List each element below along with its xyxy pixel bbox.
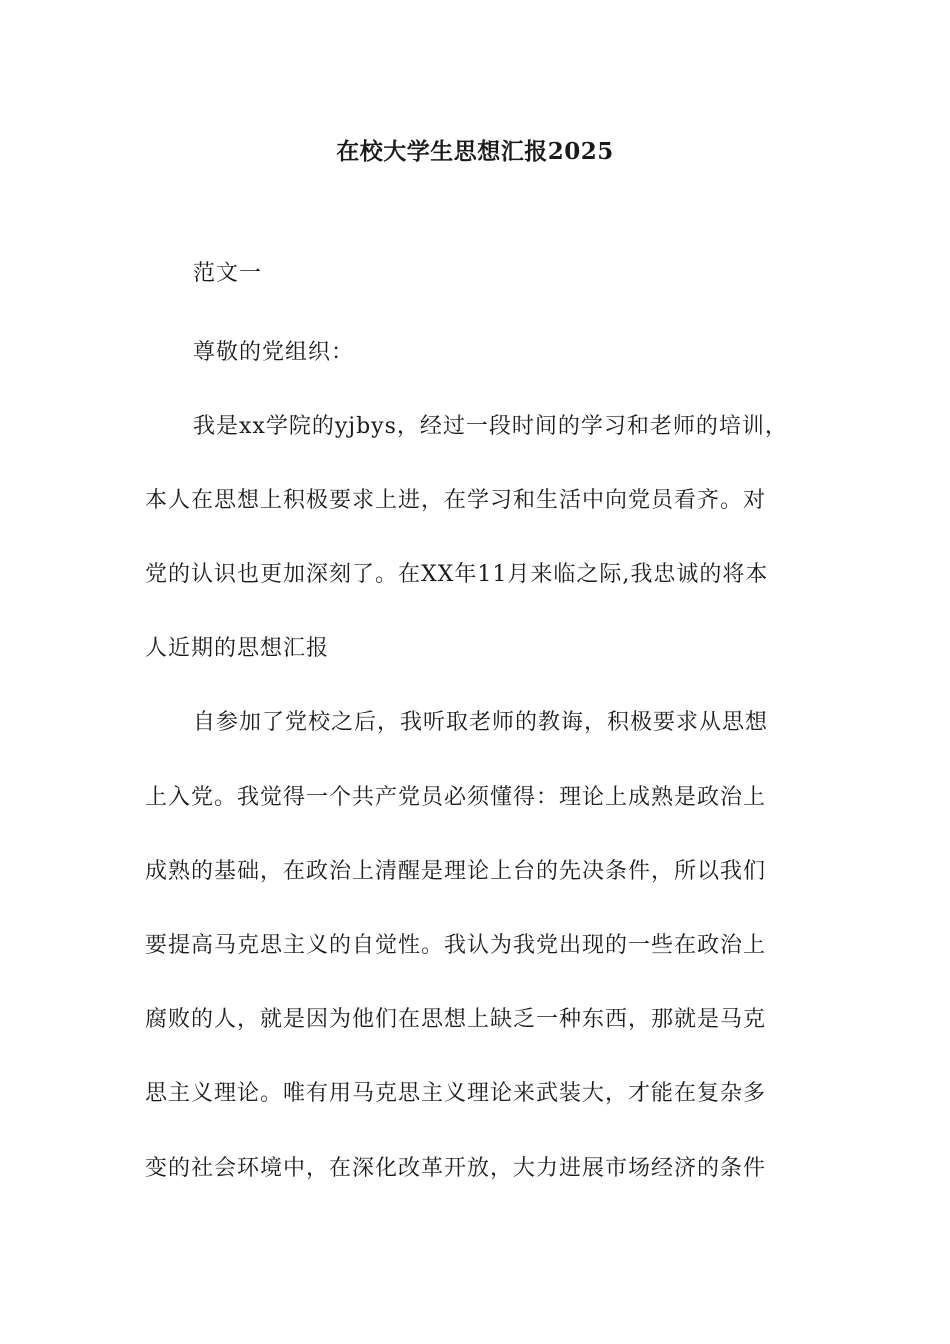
paragraph-line: 成熟的基础，在政治上清醒是理论上台的先决条件，所以我们 bbox=[145, 859, 767, 884]
paragraph-line: 本人在思想上积极要求上进，在学习和生活中向党员看齐。对 bbox=[145, 488, 767, 513]
paragraph-line: 我是xx学院的yjbys，经过一段时间的学习和老师的培训， bbox=[193, 414, 788, 439]
paragraph-line: 变的社会环境中，在深化改革开放，大力进展市场经济的条件 bbox=[145, 1156, 767, 1181]
paragraph-line: 要提高马克思主义的自觉性。我认为我党出现的一些在政治上 bbox=[145, 933, 767, 958]
paragraph-line: 范文一 bbox=[193, 261, 263, 286]
paragraph-line: 人近期的思想汇报 bbox=[145, 636, 330, 661]
paragraph-line: 党的认识也更加深刻了。在XX年11月来临之际,我忠诚的将本 bbox=[145, 562, 769, 587]
paragraph-line: 思主义理论。唯有用马克思主义理论来武装大，才能在复杂多 bbox=[145, 1081, 767, 1106]
paragraph-line: 上入党。我觉得一个共产党员必须懂得：理论上成熟是政治上 bbox=[145, 785, 767, 810]
paragraph-line: 腐败的人，就是因为他们在思想上缺乏一种东西，那就是马克 bbox=[145, 1007, 767, 1032]
paragraph-line: 自参加了党校之后，我听取老师的教诲，积极要求从思想 bbox=[193, 710, 769, 735]
document-title: 在校大学生思想汇报2025 bbox=[336, 138, 614, 165]
salutation-line: 尊敬的党组织： bbox=[193, 340, 355, 365]
